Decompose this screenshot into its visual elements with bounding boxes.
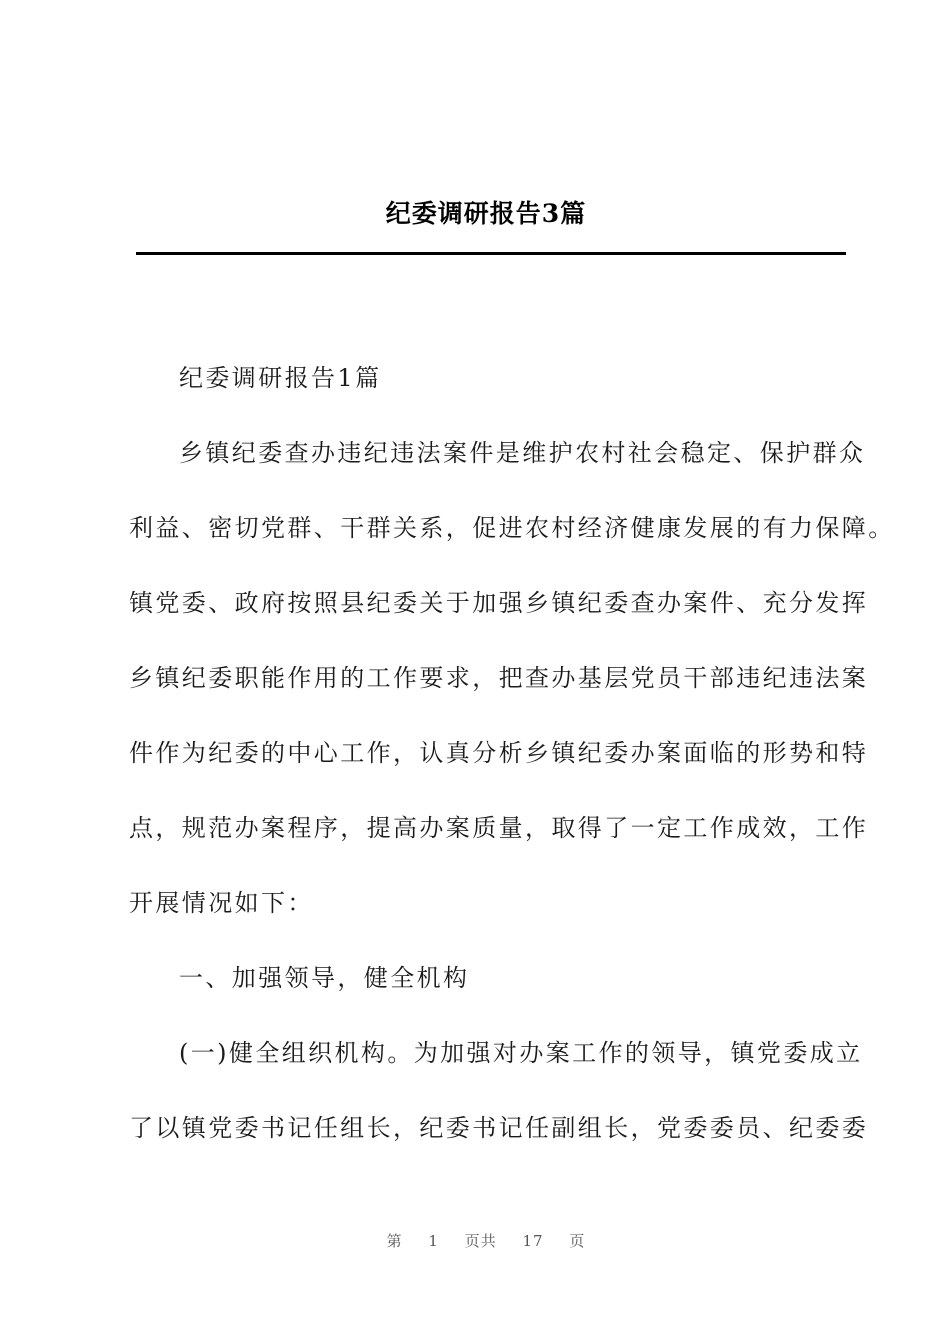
paragraph-line: 件作为纪委的中心工作，认真分析乡镇纪委办案面临的形势和特 [129,739,869,767]
page-footer [0,1230,950,1251]
section-heading-report-1: 纪委调研报告1篇 [179,364,382,392]
footer-prefix: 第 [386,1232,403,1250]
paragraph-line: 了以镇党委书记任组长，纪委书记任副组长，党委委员、纪委委 [129,1114,869,1142]
paragraph-line: 开展情况如下： [129,889,314,917]
paragraph-line: (一)健全组织机构。为加强对办案工作的领导，镇党委成立 [179,1039,863,1067]
paragraph-line: 镇党委、政府按照县纪委关于加强乡镇纪委查办案件、充分发挥 [129,589,869,617]
section-heading-1: 一、加强领导，健全机构 [179,964,470,992]
document-body [129,341,895,1166]
paragraph-line: 乡镇纪委职能作用的工作要求，把查办基层党员干部违纪违法案 [129,664,869,692]
footer-total-pages: 17 [522,1232,544,1250]
paragraph-line: 点，规范办案程序，提高办案质量，取得了一定工作成效，工作 [129,814,869,842]
footer-middle: 页共 [464,1232,497,1250]
title-underline [136,252,846,255]
paragraph-line: 利益、密切党群、干群关系，促进农村经济健康发展的有力保障。 [129,514,895,542]
paragraph-line: 乡镇纪委查办违纪违法案件是维护农村社会稳定、保护群众 [179,439,866,467]
footer-current-page: 1 [428,1232,439,1250]
document-title: 纪委调研报告3篇 [385,199,587,228]
footer-suffix: 页 [569,1232,586,1250]
